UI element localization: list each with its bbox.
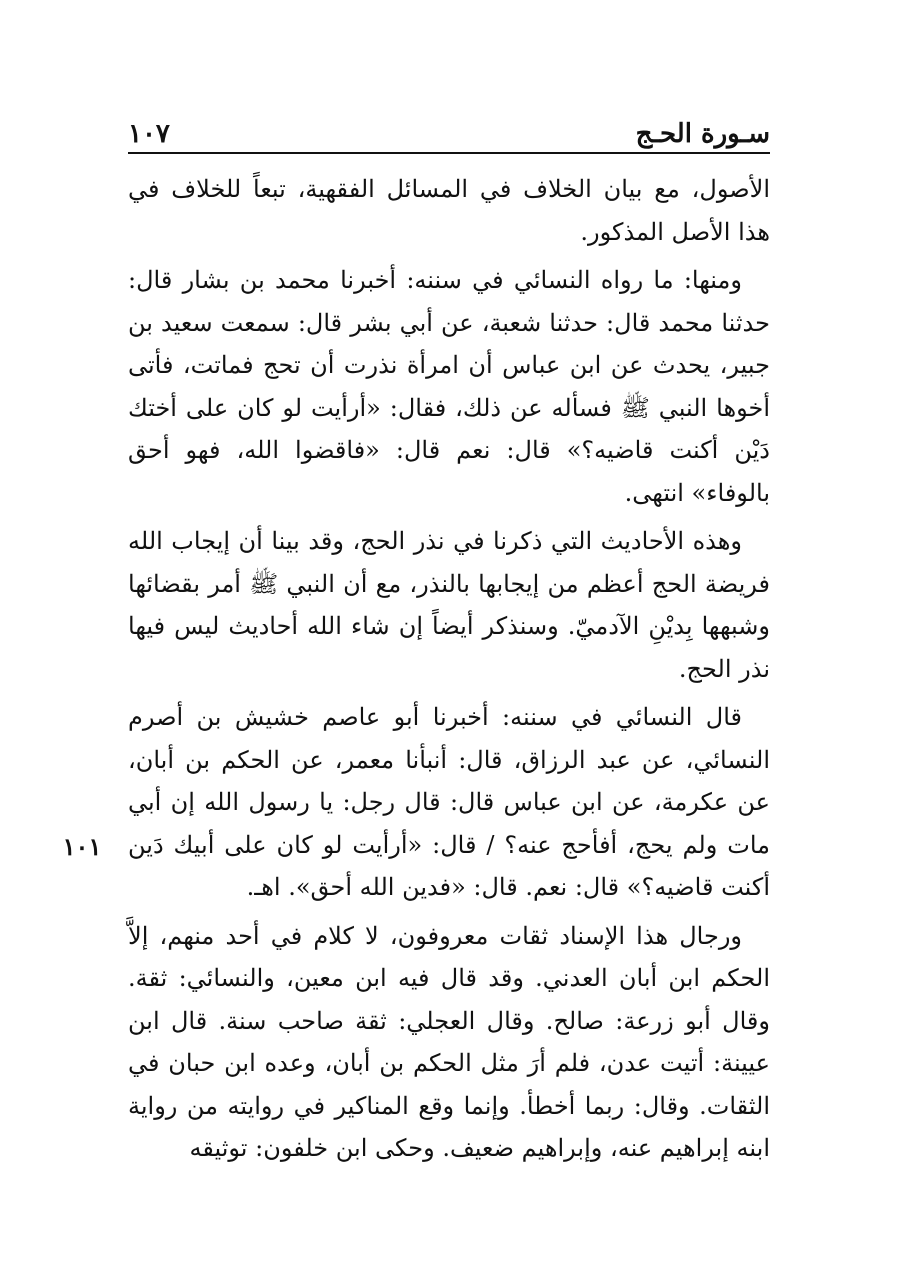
- running-header: [128, 108, 770, 152]
- paragraph: الأصول، مع بيان الخلاف في المسائل الفقهية، تبعاً للخلاف في هذا الأصل المذكور.: [128, 175, 770, 246]
- paragraph: ورجال هذا الإسناد ثقات معروفون، لا كلام في أحد منهم، إلاَّ الحكم ابن أبان العدني. وقد قال فيه ابن معين، والنسائي: ثقة. وقال أبو زرعة: صالح. وقال العجلي: ثقة صاحب سنة. قال ابن عيينة: أتيت عدن، فلم أرَ مثل الحكم بن أبان، وعده ابن حبان في الثقات. وقال: ربما أخطأ. وإنما وقع المناكير في روايته من رواية ابنه إبراهيم عنه، وإبراهيم ضعيف. وحكى ابن خلفون: توثيقه: [128, 921, 770, 1162]
- main-text: [128, 168, 770, 1176]
- margin-reference-number: ١٠١: [62, 832, 102, 861]
- page-number: ١٠٧: [128, 119, 170, 149]
- paragraph: قال النسائي في سننه: أخبرنا أبو عاصم خشيش بن أصرم النسائي، عن عبد الرزاق، قال: أنبأنا معمر، عن الحكم بن أبان، عن عكرمة، عن ابن عباس قال: قال رجل: يا رسول الله إن أبي مات ولم يحج، أفأحج عنه؟ / قال: «أرأيت لو كان على أبيك دَين أكنت قاضيه؟» قال: نعم. قال: «فدين الله أحق». اهـ.: [128, 703, 771, 901]
- paragraph: ومنها: ما رواه النسائي في سننه: أخبرنا محمد بن بشار قال: حدثنا محمد قال: حدثنا شعبة، عن أبي بشر قال: سمعت سعيد بن جبير، يحدث عن ابن عباس أن امرأة نذرت أن تحج فماتت، فأتى أخوها النبي ﷺ فسأله عن ذلك، فقال: «أرأيت لو كان على أختك دَيْن أكنت قاضيه؟» قال: نعم قال: «فاقضوا الله، فهو أحق بالوفاء» انتهى.: [128, 266, 770, 507]
- paragraph: وهذه الأحاديث التي ذكرنا في نذر الحج، وقد بينا أن إيجاب الله فريضة الحج أعظم من إيجابها بالنذر، مع أن النبي ﷺ أمر بقضائها وشبهها بِديْنِ الآدميّ. وسنذكر أيضاً إن شاء الله أحاديث ليس فيها نذر الحج.: [128, 527, 771, 683]
- header-divider: [128, 152, 770, 154]
- surah-title: سـورة الحـج: [635, 119, 770, 149]
